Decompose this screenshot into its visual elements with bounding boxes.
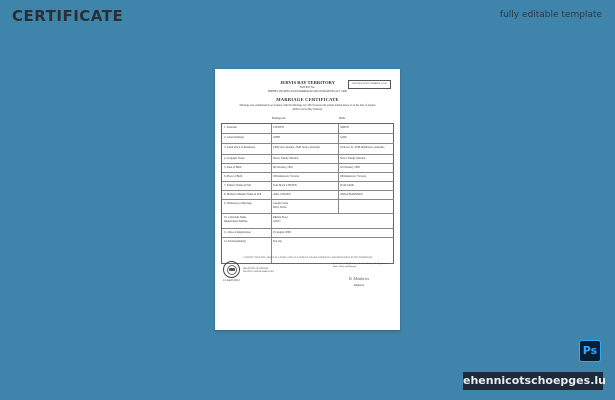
table-frame <box>221 123 394 264</box>
row-label: 4. Conjugal Status <box>224 157 245 160</box>
row-label: 10. Celebrant Name Registration Number <box>224 216 248 223</box>
issue-note: Issued at Jervis Bay Territory under the authority of the Registrar of Births, Deaths and Marriages <box>333 263 388 268</box>
row-bride-value: SMITH <box>340 126 349 129</box>
row-bride-value: 42 Rowe St, 3548 Manhawas, Australia <box>340 146 385 149</box>
row-groom-value: Never Validly Married <box>273 157 299 160</box>
table-row <box>222 124 394 134</box>
registrar-signature: B. Matthews <box>349 276 369 281</box>
row-bride-value: Frank Smith <box>340 184 354 187</box>
table-row <box>222 200 394 214</box>
photoshop-icon: Ps <box>579 340 601 362</box>
authority-title: JERVIS BAY TERRITORY <box>279 80 336 85</box>
certificate-title: MARRIAGE CERTIFICATE <box>276 97 339 102</box>
row-bride-value: 02 February 1985 <box>340 166 360 169</box>
row-label: 12. Endorsement(s) <box>224 240 246 243</box>
notice-line: NOTICE No. <box>299 86 316 89</box>
registry-seal <box>223 261 240 278</box>
certificate-document <box>215 69 400 330</box>
row-label: 1. Surname <box>224 126 237 129</box>
tagline: fully editable template <box>499 10 602 20</box>
date-signed: 12 April 2012 <box>223 278 240 282</box>
certification-line: I CERTIFY THAT THE ABOVE IS A TRUE COPY OF PARTICULARS RECORDED IN A REGISTER KEPT IN THE TERRITORY <box>242 256 373 259</box>
row-bride-value: Williamstown, Victoria <box>340 175 367 178</box>
act-line: BIRTHS, DEATHS AND MARRIAGES REGISTRATION ACT 1996 <box>268 89 347 93</box>
row-groom-value: 06 February 1981 <box>273 166 293 169</box>
column-header-bride: Bride <box>339 117 346 120</box>
row-label: 11. Date of Registration <box>224 231 251 234</box>
office-line-2: DEATHS AND MARRIAGES <box>243 270 274 274</box>
table-row <box>222 238 394 247</box>
intro-text: Marriage was solemnised in accordance with the Marriage Act 1961 between the parties named below at on the date of August 2009 in Jervis Bay Territory <box>239 104 376 111</box>
registrar-label: Registrar <box>354 284 365 287</box>
particulars-table <box>221 117 394 317</box>
table-row <box>222 144 394 155</box>
row-groom-value: CITIZEN <box>273 126 284 129</box>
table-row <box>222 229 394 238</box>
site-watermark: ehennicotschoepges.lu <box>463 372 603 390</box>
row-bride-value: ANNA MARSHAN <box>340 193 363 196</box>
table-row <box>222 173 394 182</box>
row-label: 9. Witnesses to Marriage <box>224 202 252 205</box>
table-row <box>222 134 394 144</box>
registry-office <box>243 267 274 273</box>
row-label: 7. Father's Name in Full <box>224 184 251 187</box>
table-row <box>222 164 394 173</box>
table-row <box>222 214 394 229</box>
table-row <box>222 155 394 164</box>
page-heading: CERTIFICATE <box>12 7 124 25</box>
row-label: 6. Place of Birth <box>224 175 243 178</box>
row-groom-value: Not any <box>273 240 282 243</box>
row-label: 8. Mother's Maiden Name in Full <box>224 193 262 196</box>
column-header-groom: Bridegroom <box>272 117 286 120</box>
row-label: 2. Given Name(s) <box>224 136 244 139</box>
row-groom-value: Tom Mack CITIZEN <box>273 184 297 187</box>
row-groom-value: Joseph Carter Mary Nolan <box>273 202 289 209</box>
seal-emblem <box>229 268 235 271</box>
registration-number-box: REGISTRATION NUMBER 12345 <box>348 80 391 89</box>
row-label: 5. Date of Birth <box>224 166 242 169</box>
row-groom-value: Rhinda Floor A2971 <box>273 216 288 223</box>
row-groom-value: JOHN <box>273 136 281 139</box>
row-bride-value: Never Validly Married <box>340 157 366 160</box>
table-row <box>222 191 394 200</box>
row-groom-value: 25 August 2009 <box>273 231 291 234</box>
row-groom-value: Anna CITIZEN <box>273 193 291 196</box>
row-groom-value: 9 Bayview Avenue, 2540 Jervis, Australia <box>273 146 320 149</box>
row-label: 3. Usual Place of Residence <box>224 146 256 149</box>
row-bride-value: JANE <box>340 136 347 139</box>
office-line-1: REGISTRY OF BIRTHS <box>243 267 269 270</box>
row-groom-value: Williamstown, Victoria <box>273 175 300 178</box>
table-row <box>222 182 394 191</box>
